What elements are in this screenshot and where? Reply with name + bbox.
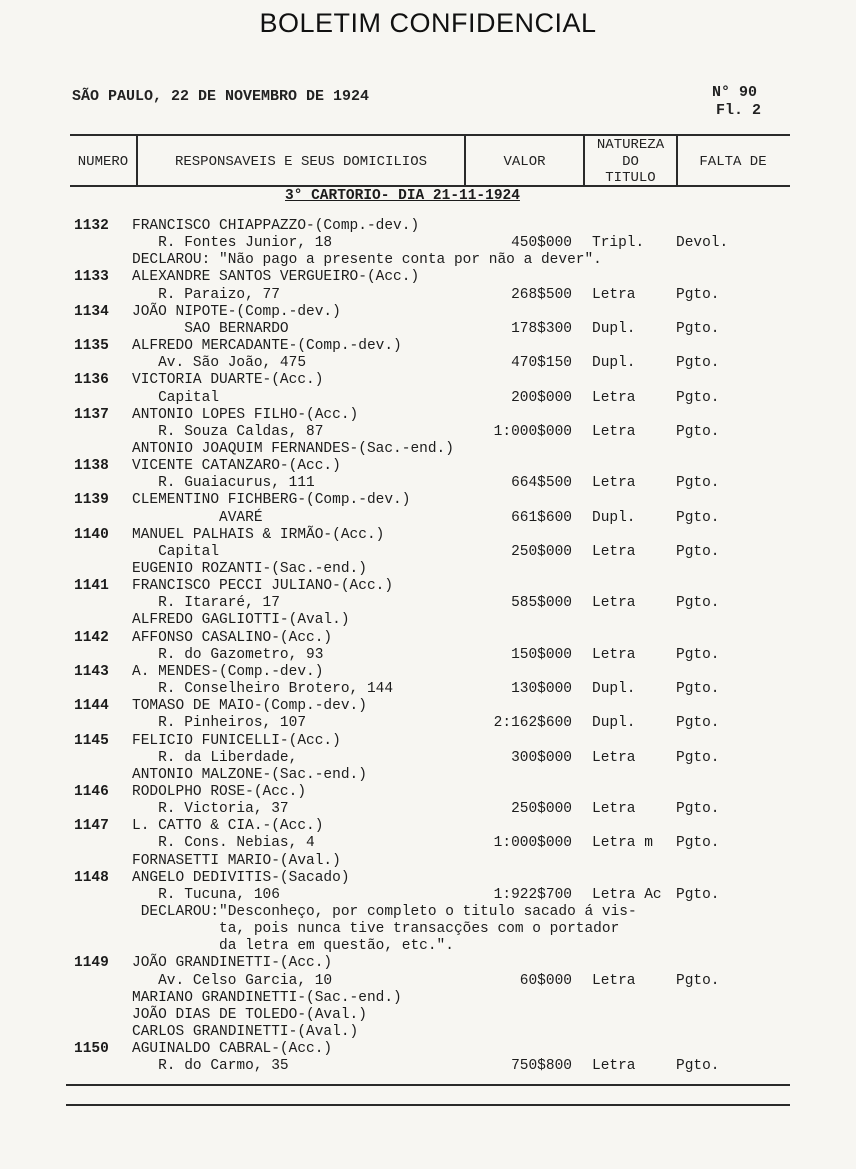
entry-number: 1147	[74, 818, 109, 834]
entry-number: 1140	[74, 527, 109, 543]
entry-text: SAO BERNARDO	[132, 321, 289, 337]
entry-reason: Pgto.	[676, 750, 720, 766]
entry-text: RODOLPHO ROSE-(Acc.)	[132, 784, 307, 800]
entry-text: AVARÉ	[132, 510, 263, 526]
entry-title-kind: Letra m	[592, 835, 653, 851]
entry-reason: Pgto.	[676, 595, 720, 611]
entry-reason: Pgto.	[676, 355, 720, 371]
entry-number: 1137	[74, 407, 109, 423]
entry-title-kind: Letra	[592, 973, 636, 989]
entry-reason: Pgto.	[676, 973, 720, 989]
entry-text: R. do Gazometro, 93	[132, 647, 324, 663]
entry-title-kind: Dupl.	[592, 355, 636, 371]
entry-number: 1138	[74, 458, 109, 474]
entry-text: R. Cons. Nebias, 4	[132, 835, 315, 851]
entry-value: 60$000	[519, 973, 572, 989]
entry-text: R. do Carmo, 35	[132, 1058, 289, 1074]
entry-text: ALFREDO MERCADANTE-(Comp.-dev.)	[132, 338, 402, 354]
entry-text: JOÃO NIPOTE-(Comp.-dev.)	[132, 304, 341, 320]
entry-text: MARIANO GRANDINETTI-(Sac.-end.)	[132, 990, 402, 1006]
entry-number: 1135	[74, 338, 109, 354]
entry-text: R. Souza Caldas, 87	[132, 424, 324, 440]
entry-value: 470$150	[511, 355, 572, 371]
entry-number: 1142	[74, 630, 109, 646]
entry-text: VICTORIA DUARTE-(Acc.)	[132, 372, 324, 388]
entry-text: FRANCISCO PECCI JULIANO-(Acc.)	[132, 578, 394, 594]
entry-text: R. Conselheiro Brotero, 144	[132, 681, 394, 697]
entry-text: ANTONIO MALZONE-(Sac.-end.)	[132, 767, 367, 783]
entry-text: R. Tucuna, 106	[132, 887, 280, 903]
col-falta-de: FALTA DE	[699, 154, 767, 170]
entry-title-kind: Dupl.	[592, 321, 636, 337]
entry-value: 585$000	[511, 595, 572, 611]
declaration-text: DECLAROU: "Não pago a presente conta por não a dever".	[132, 252, 602, 268]
entry-reason: Pgto.	[676, 715, 720, 731]
entry-reason: Pgto.	[676, 390, 720, 406]
entry-text: R. Pinheiros, 107	[132, 715, 307, 731]
entry-text: CLEMENTINO FICHBERG-(Comp.-dev.)	[132, 492, 411, 508]
entry-title-kind: Letra	[592, 424, 636, 440]
entry-value: 268$500	[511, 287, 572, 303]
entry-reason: Pgto.	[676, 544, 720, 560]
entry-text: R. Fontes Junior, 18	[132, 235, 333, 251]
footer-rule-2	[66, 1104, 790, 1106]
entry-title-kind: Letra Ac	[592, 887, 662, 903]
sheet-number: Fl. 2	[716, 102, 762, 119]
entry-text: FRANCISCO CHIAPPAZZO-(Comp.-dev.)	[132, 218, 420, 234]
entry-text: CARLOS GRANDINETTI-(Aval.)	[132, 1024, 359, 1040]
entry-value: 750$800	[511, 1058, 572, 1074]
place-date: SÃO PAULO, 22 DE NOVEMBRO DE 1924	[72, 88, 370, 105]
entry-title-kind: Letra	[592, 1058, 636, 1074]
entry-text: R. Victoria, 37	[132, 801, 289, 817]
entry-number: 1136	[74, 372, 109, 388]
entry-reason: Pgto.	[676, 1058, 720, 1074]
entry-number: 1146	[74, 784, 109, 800]
col-natureza-1: NATUREZA	[596, 137, 665, 153]
entry-number: 1145	[74, 733, 109, 749]
entry-value: 250$000	[511, 801, 572, 817]
entry-number: 1134	[74, 304, 109, 320]
entry-text: R. da Liberdade,	[132, 750, 298, 766]
entry-text: ta, pois nunca tive transacções com o portador	[132, 921, 620, 937]
entry-text: R. Itararé, 17	[132, 595, 280, 611]
entry-value: 1:922$700	[493, 887, 572, 903]
entry-value: 150$000	[511, 647, 572, 663]
entry-title-kind: Tripl.	[592, 235, 645, 251]
entry-number: 1150	[74, 1041, 109, 1057]
entry-text: Capital	[132, 390, 220, 406]
entry-value: 130$000	[511, 681, 572, 697]
entry-title-kind: Dupl.	[592, 681, 636, 697]
entry-text: FORNASETTI MARIO-(Aval.)	[132, 853, 341, 869]
section-heading: 3° CARTORIO- DIA 21-11-1924	[285, 188, 520, 204]
entry-text: Av. São João, 475	[132, 355, 307, 371]
entry-number: 1133	[74, 269, 109, 285]
page-number: N° 90	[712, 84, 758, 101]
entry-number: 1143	[74, 664, 109, 680]
entry-reason: Pgto.	[676, 510, 720, 526]
entry-text: L. CATTO & CIA.-(Acc.)	[132, 818, 324, 834]
entry-text: Av. Celso Garcia, 10	[132, 973, 333, 989]
entry-text: ALFREDO GAGLIOTTI-(Aval.)	[132, 612, 350, 628]
entry-title-kind: Letra	[592, 801, 636, 817]
col-natureza-2: DO	[622, 154, 639, 170]
entry-reason: Pgto.	[676, 647, 720, 663]
entry-reason: Pgto.	[676, 475, 720, 491]
entry-reason: Pgto.	[676, 287, 720, 303]
entry-number: 1149	[74, 955, 109, 971]
entry-text: Capital	[132, 544, 220, 560]
entry-text: ALEXANDRE SANTOS VERGUEIRO-(Acc.)	[132, 269, 420, 285]
entry-text: FELICIO FUNICELLI-(Acc.)	[132, 733, 341, 749]
entry-value: 1:000$000	[493, 835, 572, 851]
entry-text: A. MENDES-(Comp.-dev.)	[132, 664, 324, 680]
entry-value: 664$500	[511, 475, 572, 491]
entry-value: 2:162$600	[493, 715, 572, 731]
entry-value: 250$000	[511, 544, 572, 560]
entry-text: ANTONIO LOPES FILHO-(Acc.)	[132, 407, 359, 423]
entry-reason: Pgto.	[676, 681, 720, 697]
entry-number: 1141	[74, 578, 109, 594]
entry-text: JOÃO DIAS DE TOLEDO-(Aval.)	[132, 1007, 367, 1023]
col-valor: VALOR	[503, 154, 546, 170]
entry-title-kind: Letra	[592, 647, 636, 663]
entry-value: 661$600	[511, 510, 572, 526]
entry-value: 1:000$000	[493, 424, 572, 440]
entry-text: MANUEL PALHAIS & IRMÃO-(Acc.)	[132, 527, 385, 543]
entry-text: R. Guaiacurus, 111	[132, 475, 315, 491]
entry-reason: Pgto.	[676, 801, 720, 817]
entry-number: 1144	[74, 698, 109, 714]
col-natureza-3: TITULO	[605, 170, 656, 186]
entry-title-kind: Letra	[592, 475, 636, 491]
entry-text: ANGELO DEDIVITIS-(Sacado)	[132, 870, 350, 886]
entry-text: VICENTE CATANZARO-(Acc.)	[132, 458, 341, 474]
entry-text: EUGENIO ROZANTI-(Sac.-end.)	[132, 561, 367, 577]
document-title: BOLETIM CONFIDENCIAL	[259, 8, 597, 38]
entry-number: 1139	[74, 492, 109, 508]
col-numero: NUMERO	[77, 154, 129, 170]
entry-text: JOÃO GRANDINETTI-(Acc.)	[132, 955, 333, 971]
entry-text: ANTONIO JOAQUIM FERNANDES-(Sac.-end.)	[132, 441, 454, 457]
entry-title-kind: Letra	[592, 595, 636, 611]
entry-value: 178$300	[511, 321, 572, 337]
entry-text: da letra em questão, etc.".	[132, 938, 454, 954]
entry-value: 300$000	[511, 750, 572, 766]
header-top-rule	[70, 134, 790, 136]
entry-reason: Pgto.	[676, 321, 720, 337]
col-responsaveis: RESPONSAVEIS E SEUS DOMICILIOS	[174, 154, 428, 170]
entry-reason: Pgto.	[676, 424, 720, 440]
footer-rule-1	[66, 1084, 790, 1086]
header-bottom-rule	[70, 185, 790, 187]
entry-title-kind: Letra	[592, 544, 636, 560]
entry-text: R. Paraizo, 77	[132, 287, 280, 303]
entry-text: TOMASO DE MAIO-(Comp.-dev.)	[132, 698, 367, 714]
entry-number: 1148	[74, 870, 109, 886]
entry-text: AFFONSO CASALINO-(Acc.)	[132, 630, 333, 646]
entry-title-kind: Letra	[592, 750, 636, 766]
entry-reason: Pgto.	[676, 887, 720, 903]
entry-title-kind: Dupl.	[592, 715, 636, 731]
entry-reason: Pgto.	[676, 835, 720, 851]
entry-number: 1132	[74, 218, 109, 234]
entry-title-kind: Letra	[592, 390, 636, 406]
entry-value: 200$000	[511, 390, 572, 406]
declaration-text: DECLAROU:"Desconheço, por completo o titulo sacado á vis-	[132, 904, 637, 920]
entry-title-kind: Dupl.	[592, 510, 636, 526]
entry-title-kind: Letra	[592, 287, 636, 303]
entry-reason: Devol.	[676, 235, 729, 251]
entry-value: 450$000	[511, 235, 572, 251]
entry-text: AGUINALDO CABRAL-(Acc.)	[132, 1041, 333, 1057]
